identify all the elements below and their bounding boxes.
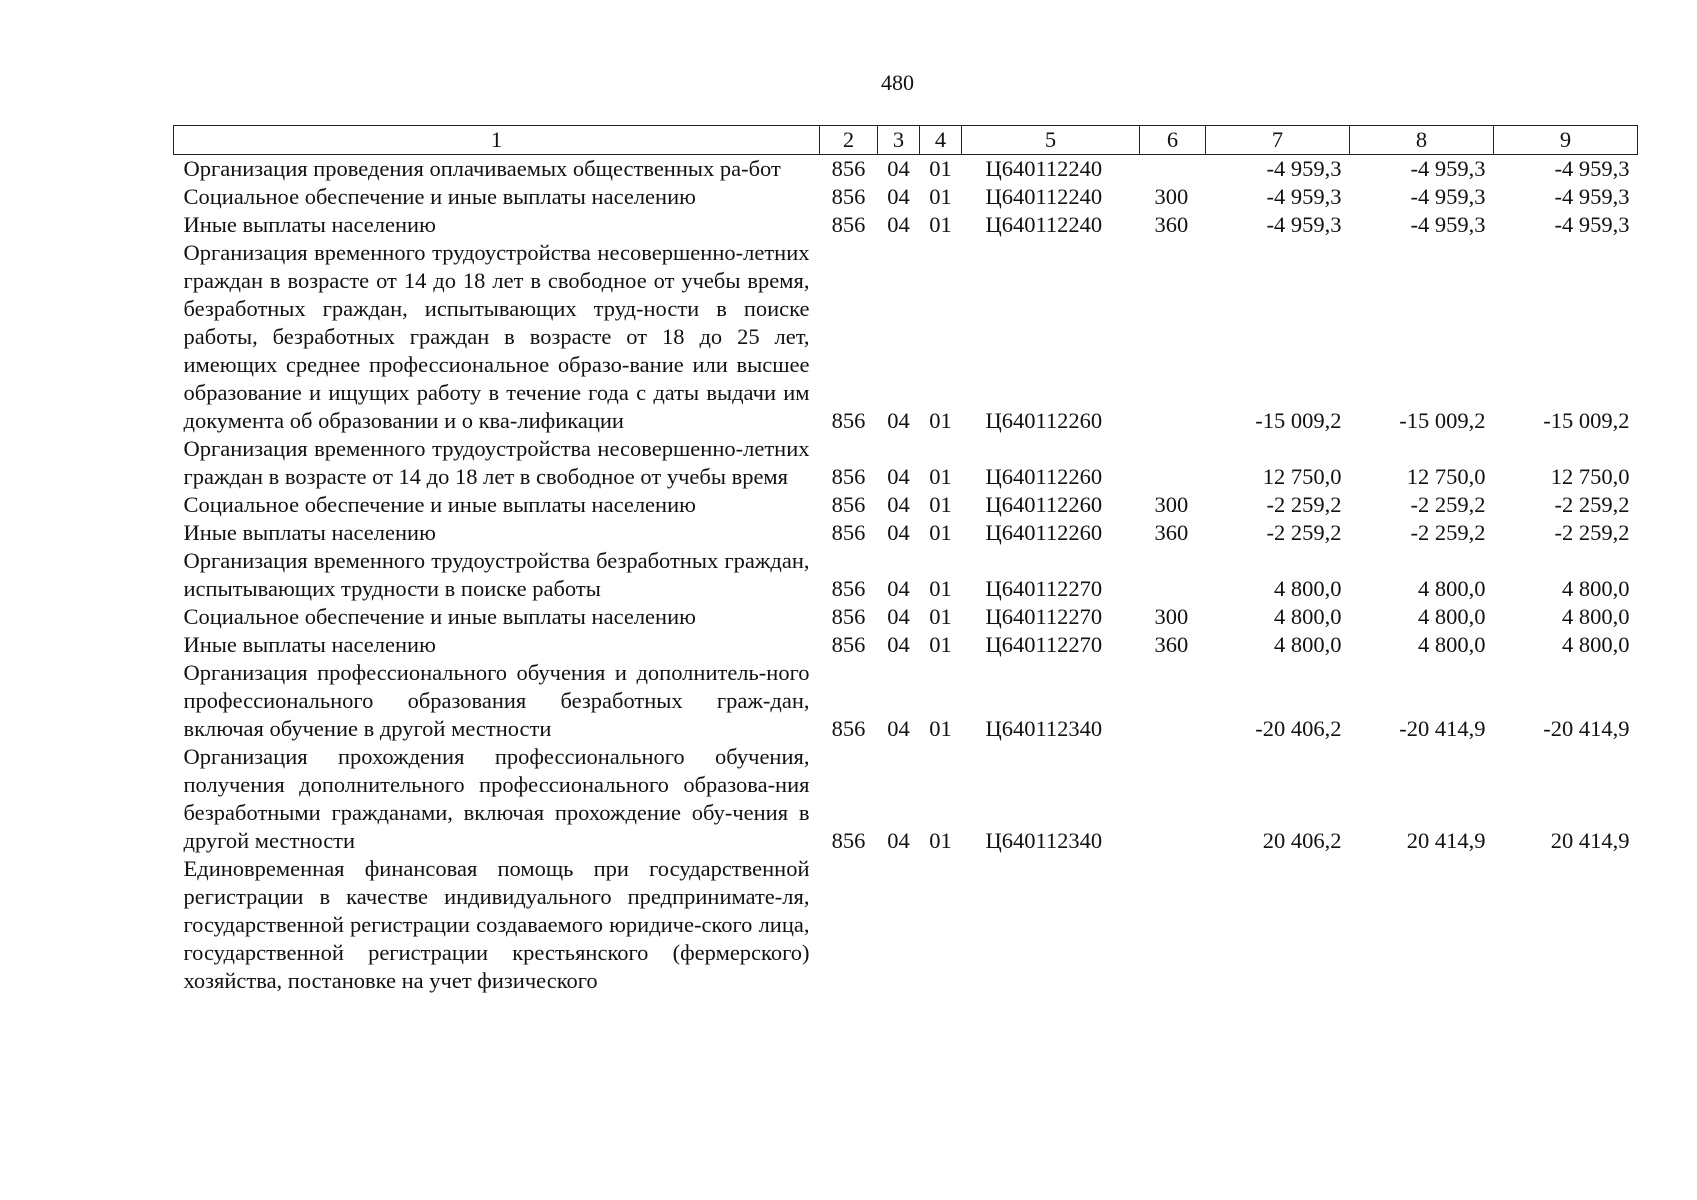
row-col-9: 4 800,0: [1562, 604, 1630, 629]
row-col-4: 01: [929, 156, 952, 181]
row-col-7: 12 750,0: [1262, 464, 1342, 489]
row-col-7: 20 406,2: [1262, 828, 1342, 853]
row-col-2: [820, 855, 878, 995]
table-row: [174, 239, 1638, 435]
row-col-6: [1140, 855, 1206, 995]
row-col-3: 04: [887, 576, 910, 601]
row-col-4: [920, 855, 962, 995]
row-col-6: [1140, 239, 1206, 435]
header-col-3: 3: [878, 126, 920, 155]
row-col-8: -4 959,3: [1410, 156, 1486, 181]
header-col-4: 4: [920, 126, 962, 155]
row-col-5: Ц640112260: [985, 492, 1103, 517]
row-col-5: Ц640112260: [985, 464, 1103, 489]
row-col-5: Ц640112240: [985, 156, 1103, 181]
row-col-4: 01: [929, 576, 952, 601]
row-col-3: 04: [887, 632, 910, 657]
row-name: Единовременная финансовая помощь при государственной регистрации в качестве индивидуального предпринимате-ля, государственной регистрации создаваемого юридиче-ского лица, государственной регистрации крестьянского (фермерского) хозяйства, постановке на учет физического: [183, 856, 810, 993]
row-name: Организация прохождения профессионального обучения, получения дополнительного профессионального образова-ния безработными гражданами, включая прохождение обу-чения в другой местности: [183, 744, 810, 853]
row-col-9: 12 750,0: [1550, 464, 1630, 489]
row-col-9: -4 959,3: [1554, 156, 1630, 181]
row-col-3: 04: [887, 828, 910, 853]
row-col-7: -4 959,3: [1266, 156, 1342, 181]
row-col-7: -2 259,2: [1266, 492, 1342, 517]
row-col-7: -2 259,2: [1266, 520, 1342, 545]
row-name: Организация профессионального обучения и дополнитель-ного профессионального образования безработных граж-дан, включая обучение в другой местности: [183, 660, 810, 741]
row-col-2: 856: [831, 576, 866, 601]
row-col-2: 856: [831, 464, 866, 489]
row-col-8: -2 259,2: [1410, 520, 1486, 545]
row-col-8: -20 414,9: [1399, 716, 1486, 741]
row-col-8: 4 800,0: [1418, 632, 1486, 657]
row-col-8: [1350, 855, 1494, 995]
row-col-3: 04: [887, 492, 910, 517]
row-name: Организация проведения оплачиваемых общественных ра-бот: [183, 156, 781, 181]
row-col-3: 04: [887, 212, 910, 237]
row-col-9: -4 959,3: [1554, 184, 1630, 209]
row-col-4: 01: [929, 492, 952, 517]
row-col-4: 01: [929, 716, 952, 741]
header-col-7: 7: [1206, 126, 1350, 155]
row-col-6: 300: [1154, 492, 1189, 517]
row-col-3: 04: [887, 464, 910, 489]
row-col-6: 300: [1154, 184, 1189, 209]
row-col-9: [1494, 855, 1638, 995]
row-col-8: 20 414,9: [1406, 828, 1486, 853]
row-name: Организация временного трудоустройства несовершенно-летних граждан в возрасте от 14 до 18 лет в свободное от учебы время: [183, 436, 810, 489]
row-col-4: 01: [929, 632, 952, 657]
table-row: [174, 547, 1638, 603]
row-col-7: [1206, 855, 1350, 995]
table-row: [174, 491, 1638, 519]
row-col-7: -4 959,3: [1266, 184, 1342, 209]
row-col-5: Ц640112260: [985, 408, 1103, 433]
row-col-8: -4 959,3: [1410, 184, 1486, 209]
row-col-7: 4 800,0: [1274, 576, 1342, 601]
row-col-9: -2 259,2: [1554, 520, 1630, 545]
table-row: [174, 211, 1638, 239]
table-row: [174, 855, 1638, 995]
table-row: [174, 519, 1638, 547]
row-col-5: Ц640112240: [985, 184, 1103, 209]
row-col-2: 856: [831, 520, 866, 545]
row-col-5: Ц640112240: [985, 212, 1103, 237]
row-col-6: 360: [1154, 520, 1189, 545]
row-col-9: -4 959,3: [1554, 212, 1630, 237]
row-col-8: -4 959,3: [1410, 212, 1486, 237]
row-col-2: 856: [831, 156, 866, 181]
row-col-4: 01: [929, 212, 952, 237]
row-col-8: 4 800,0: [1418, 604, 1486, 629]
row-col-2: 856: [831, 408, 866, 433]
row-col-4: 01: [929, 604, 952, 629]
row-name: Социальное обеспечение и иные выплаты населению: [183, 184, 696, 209]
row-col-6: [1140, 435, 1206, 491]
row-col-5: Ц640112270: [985, 576, 1103, 601]
row-col-5: Ц640112340: [985, 716, 1103, 741]
table-row: [174, 659, 1638, 743]
row-col-6: [1140, 155, 1206, 184]
row-col-2: 856: [831, 212, 866, 237]
row-col-8: -15 009,2: [1399, 408, 1486, 433]
row-col-5: Ц640112340: [985, 828, 1103, 853]
table-row: [174, 603, 1638, 631]
row-col-6: [1140, 743, 1206, 855]
row-col-3: 04: [887, 716, 910, 741]
row-col-9: -15 009,2: [1543, 408, 1630, 433]
row-col-2: 856: [831, 828, 866, 853]
row-col-7: -4 959,3: [1266, 212, 1342, 237]
table-row: [174, 743, 1638, 855]
row-col-4: 01: [929, 520, 952, 545]
page-number: 480: [881, 70, 914, 95]
row-col-3: 04: [887, 604, 910, 629]
row-col-9: 20 414,9: [1550, 828, 1630, 853]
row-col-5: [962, 855, 1140, 995]
row-col-9: 4 800,0: [1562, 632, 1630, 657]
row-col-7: -15 009,2: [1255, 408, 1342, 433]
row-col-6: 360: [1154, 212, 1189, 237]
row-col-7: 4 800,0: [1274, 632, 1342, 657]
row-col-7: 4 800,0: [1274, 604, 1342, 629]
header-col-5: 5: [962, 126, 1140, 155]
row-col-6: 360: [1154, 632, 1189, 657]
header-col-9: 9: [1494, 126, 1638, 155]
row-col-3: 04: [887, 408, 910, 433]
header-col-1: 1: [174, 126, 820, 155]
table-row: [174, 435, 1638, 491]
budget-table: [173, 125, 1638, 995]
row-col-6: [1140, 547, 1206, 603]
row-col-6: 300: [1154, 604, 1189, 629]
row-col-6: [1140, 659, 1206, 743]
row-col-8: 4 800,0: [1418, 576, 1486, 601]
row-name: Социальное обеспечение и иные выплаты населению: [183, 492, 696, 517]
row-col-5: Ц640112260: [985, 520, 1103, 545]
row-col-9: -2 259,2: [1554, 492, 1630, 517]
row-name: Иные выплаты населению: [183, 212, 436, 237]
table-row: [174, 155, 1638, 184]
row-col-8: -2 259,2: [1410, 492, 1486, 517]
row-col-4: 01: [929, 828, 952, 853]
row-col-3: 04: [887, 520, 910, 545]
header-row: [174, 126, 1638, 155]
row-col-4: 01: [929, 184, 952, 209]
row-col-2: 856: [831, 604, 866, 629]
row-col-2: 856: [831, 632, 866, 657]
row-name: Социальное обеспечение и иные выплаты населению: [183, 604, 696, 629]
row-col-9: -20 414,9: [1543, 716, 1630, 741]
row-col-2: 856: [831, 184, 866, 209]
header-col-6: 6: [1140, 126, 1206, 155]
table-row: [174, 183, 1638, 211]
row-name: Иные выплаты населению: [183, 632, 436, 657]
row-col-8: 12 750,0: [1406, 464, 1486, 489]
row-name: Организация временного трудоустройства несовершенно-летних граждан в возрасте от 14 до 18 лет в свободное от учебы время, безработных граждан, испытывающих труд-ности в поиске работы, безработных граждан в возрасте от 18 до 25 лет, имеющих среднее профессиональное образо-вание или высшее образование и ищущих работу в течение года с даты выдачи им документа об образовании и о ква-лификации: [183, 240, 810, 433]
row-col-4: 01: [929, 464, 952, 489]
row-name: Организация временного трудоустройства безработных граждан, испытывающих трудности в поиске работы: [183, 548, 810, 601]
row-col-7: -20 406,2: [1255, 716, 1342, 741]
row-col-5: Ц640112270: [985, 604, 1103, 629]
row-col-3: [878, 855, 920, 995]
header-col-2: 2: [820, 126, 878, 155]
table-row: [174, 631, 1638, 659]
row-col-9: 4 800,0: [1562, 576, 1630, 601]
header-col-8: 8: [1350, 126, 1494, 155]
row-col-3: 04: [887, 156, 910, 181]
row-col-3: 04: [887, 184, 910, 209]
row-col-5: Ц640112270: [985, 632, 1103, 657]
row-name: Иные выплаты населению: [183, 520, 436, 545]
row-col-2: 856: [831, 716, 866, 741]
row-col-2: 856: [831, 492, 866, 517]
row-col-4: 01: [929, 408, 952, 433]
